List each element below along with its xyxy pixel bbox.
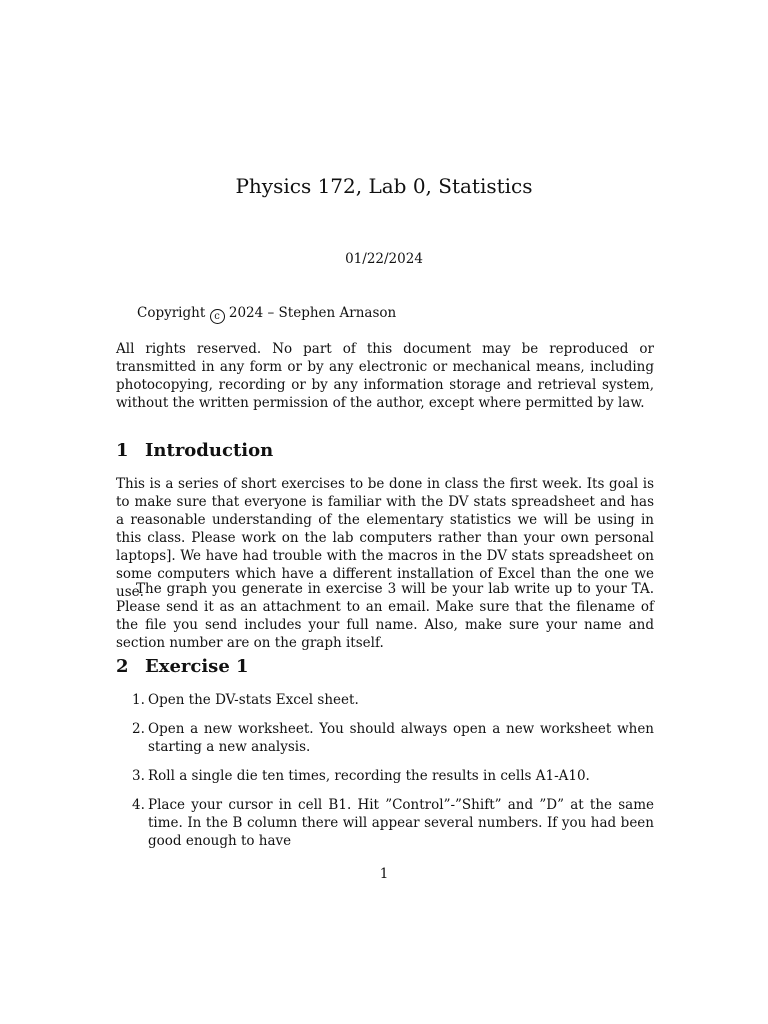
list-marker: 3.	[132, 768, 145, 784]
list-item-text: Place your cursor in cell B1. Hit ”Control”-”Shift” and ”D” at the same time. In the B column there will appear several numbers. If you had been good enough to have	[148, 797, 654, 849]
rights-notice: All rights reserved. No part of this document may be reproduced or transmitted in any form or by any electronic or mechanical means, including photocopying, recording or by any information storage and retrieval system, without the written permission of the author, except where permitted by law.	[116, 341, 654, 411]
list-item	[116, 691, 654, 709]
section-title: Introduction	[145, 440, 274, 461]
intro-paragraph: The graph you generate in exercise 3 will be your lab write up to your TA. Please send it as an attachment to an email. Make sure that the filename of the file you send includes your full name. Also, make sure your name and section number are on the graph itself.	[116, 581, 654, 651]
list-marker: 1.	[132, 692, 145, 708]
list-item-text: Open a new worksheet. You should always open a new worksheet when starting a new analysis.	[148, 721, 654, 755]
document-title: Physics 172, Lab 0, Statistics	[235, 174, 533, 198]
list-item-text: Roll a single die ten times, recording the results in cells A1-A10.	[148, 768, 590, 784]
copyright-suffix: 2024 – Stephen Arnason	[228, 305, 397, 321]
list-marker: 2.	[132, 721, 145, 737]
section-heading-introduction	[116, 439, 273, 463]
list-item	[116, 720, 654, 756]
list-marker: 4.	[132, 797, 145, 813]
section-heading-exercise-1	[116, 655, 249, 679]
copyright-icon: c	[210, 309, 225, 324]
page-number: 1	[379, 866, 389, 882]
section-number: 2	[116, 656, 129, 677]
section-title: Exercise 1	[145, 656, 249, 677]
section-number: 1	[116, 440, 129, 461]
document-date: 01/22/2024	[345, 251, 423, 267]
copyright-prefix: Copyright	[137, 305, 206, 321]
list-item	[116, 796, 654, 850]
copyright-line	[137, 304, 637, 324]
exercise-steps-list	[116, 691, 654, 861]
list-item-text: Open the DV-stats Excel sheet.	[148, 692, 359, 708]
list-item	[116, 767, 654, 785]
intro-paragraph: This is a series of short exercises to be done in class the first week. Its goal is to make sure that everyone is familiar with the DV stats spreadsheet and has a reasonable understanding of the elementary statistics we will be using in this class. Please work on the lab computers rather than your own personal laptops]. We have had trouble with the macros in the DV stats spreadsheet on some computers which have a different installation of Excel than the one we use.	[116, 476, 654, 600]
